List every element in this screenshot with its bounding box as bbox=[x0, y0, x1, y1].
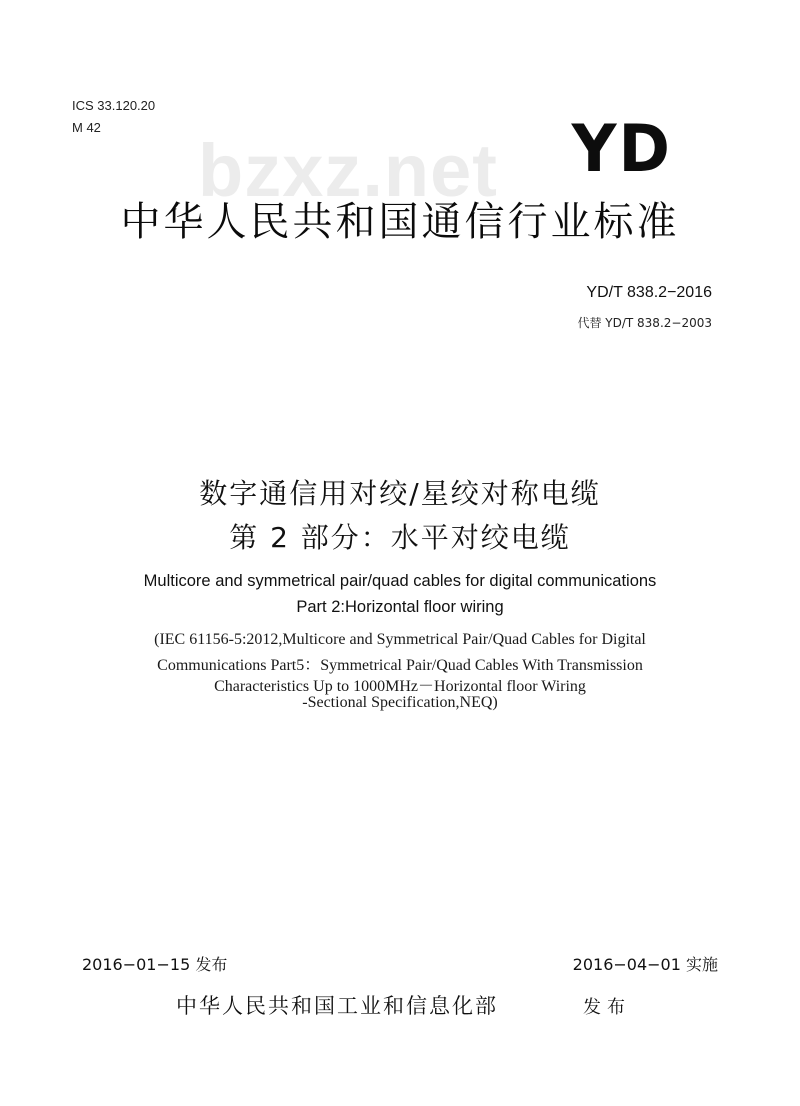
release-label: 发布 bbox=[583, 997, 631, 1018]
chinese-title-line-2: 第 2 部分：水平对绞电缆 bbox=[229, 521, 571, 554]
classification-code: M 42 bbox=[72, 120, 101, 135]
iec-reference-line-2: Communications Part5：Symmetrical Pair/Quad Cables With Transmission bbox=[157, 657, 643, 674]
iec-reference-line-1: (IEC 61156-5:2012,Multicore and Symmetrical Pair/Quad Cables for Digital bbox=[154, 631, 646, 648]
issuing-ministry: 中华人民共和国工业和信息化部 bbox=[176, 994, 498, 1018]
replaces-note: 代替 YD/T 838.2−2003 bbox=[577, 316, 712, 330]
english-title-line-1: Multicore and symmetrical pair/quad cables for digital communications bbox=[143, 572, 657, 590]
ics-code: ICS 33.120.20 bbox=[72, 98, 156, 113]
iec-reference-line-4: -Sectional Specification,NEQ) bbox=[302, 694, 498, 711]
watermark: bzxz.net bbox=[198, 129, 498, 212]
yd-logo: YD bbox=[571, 110, 672, 187]
standard-type-heading: 中华人民共和国通信行业标准 bbox=[120, 199, 680, 245]
english-title-line-2: Part 2:Horizontal floor wiring bbox=[296, 598, 504, 616]
chinese-title-line-1: 数字通信用对绞/星绞对称电缆 bbox=[199, 477, 601, 510]
implementation-date: 2016−04−01 实施 bbox=[572, 955, 718, 974]
issue-date: 2016−01−15 发布 bbox=[82, 955, 228, 974]
iec-reference-line-3: Characteristics Up to 1000MHz－Horizontal floor Wiring bbox=[214, 678, 586, 695]
document-number: YD/T 838.2−2016 bbox=[586, 284, 712, 301]
